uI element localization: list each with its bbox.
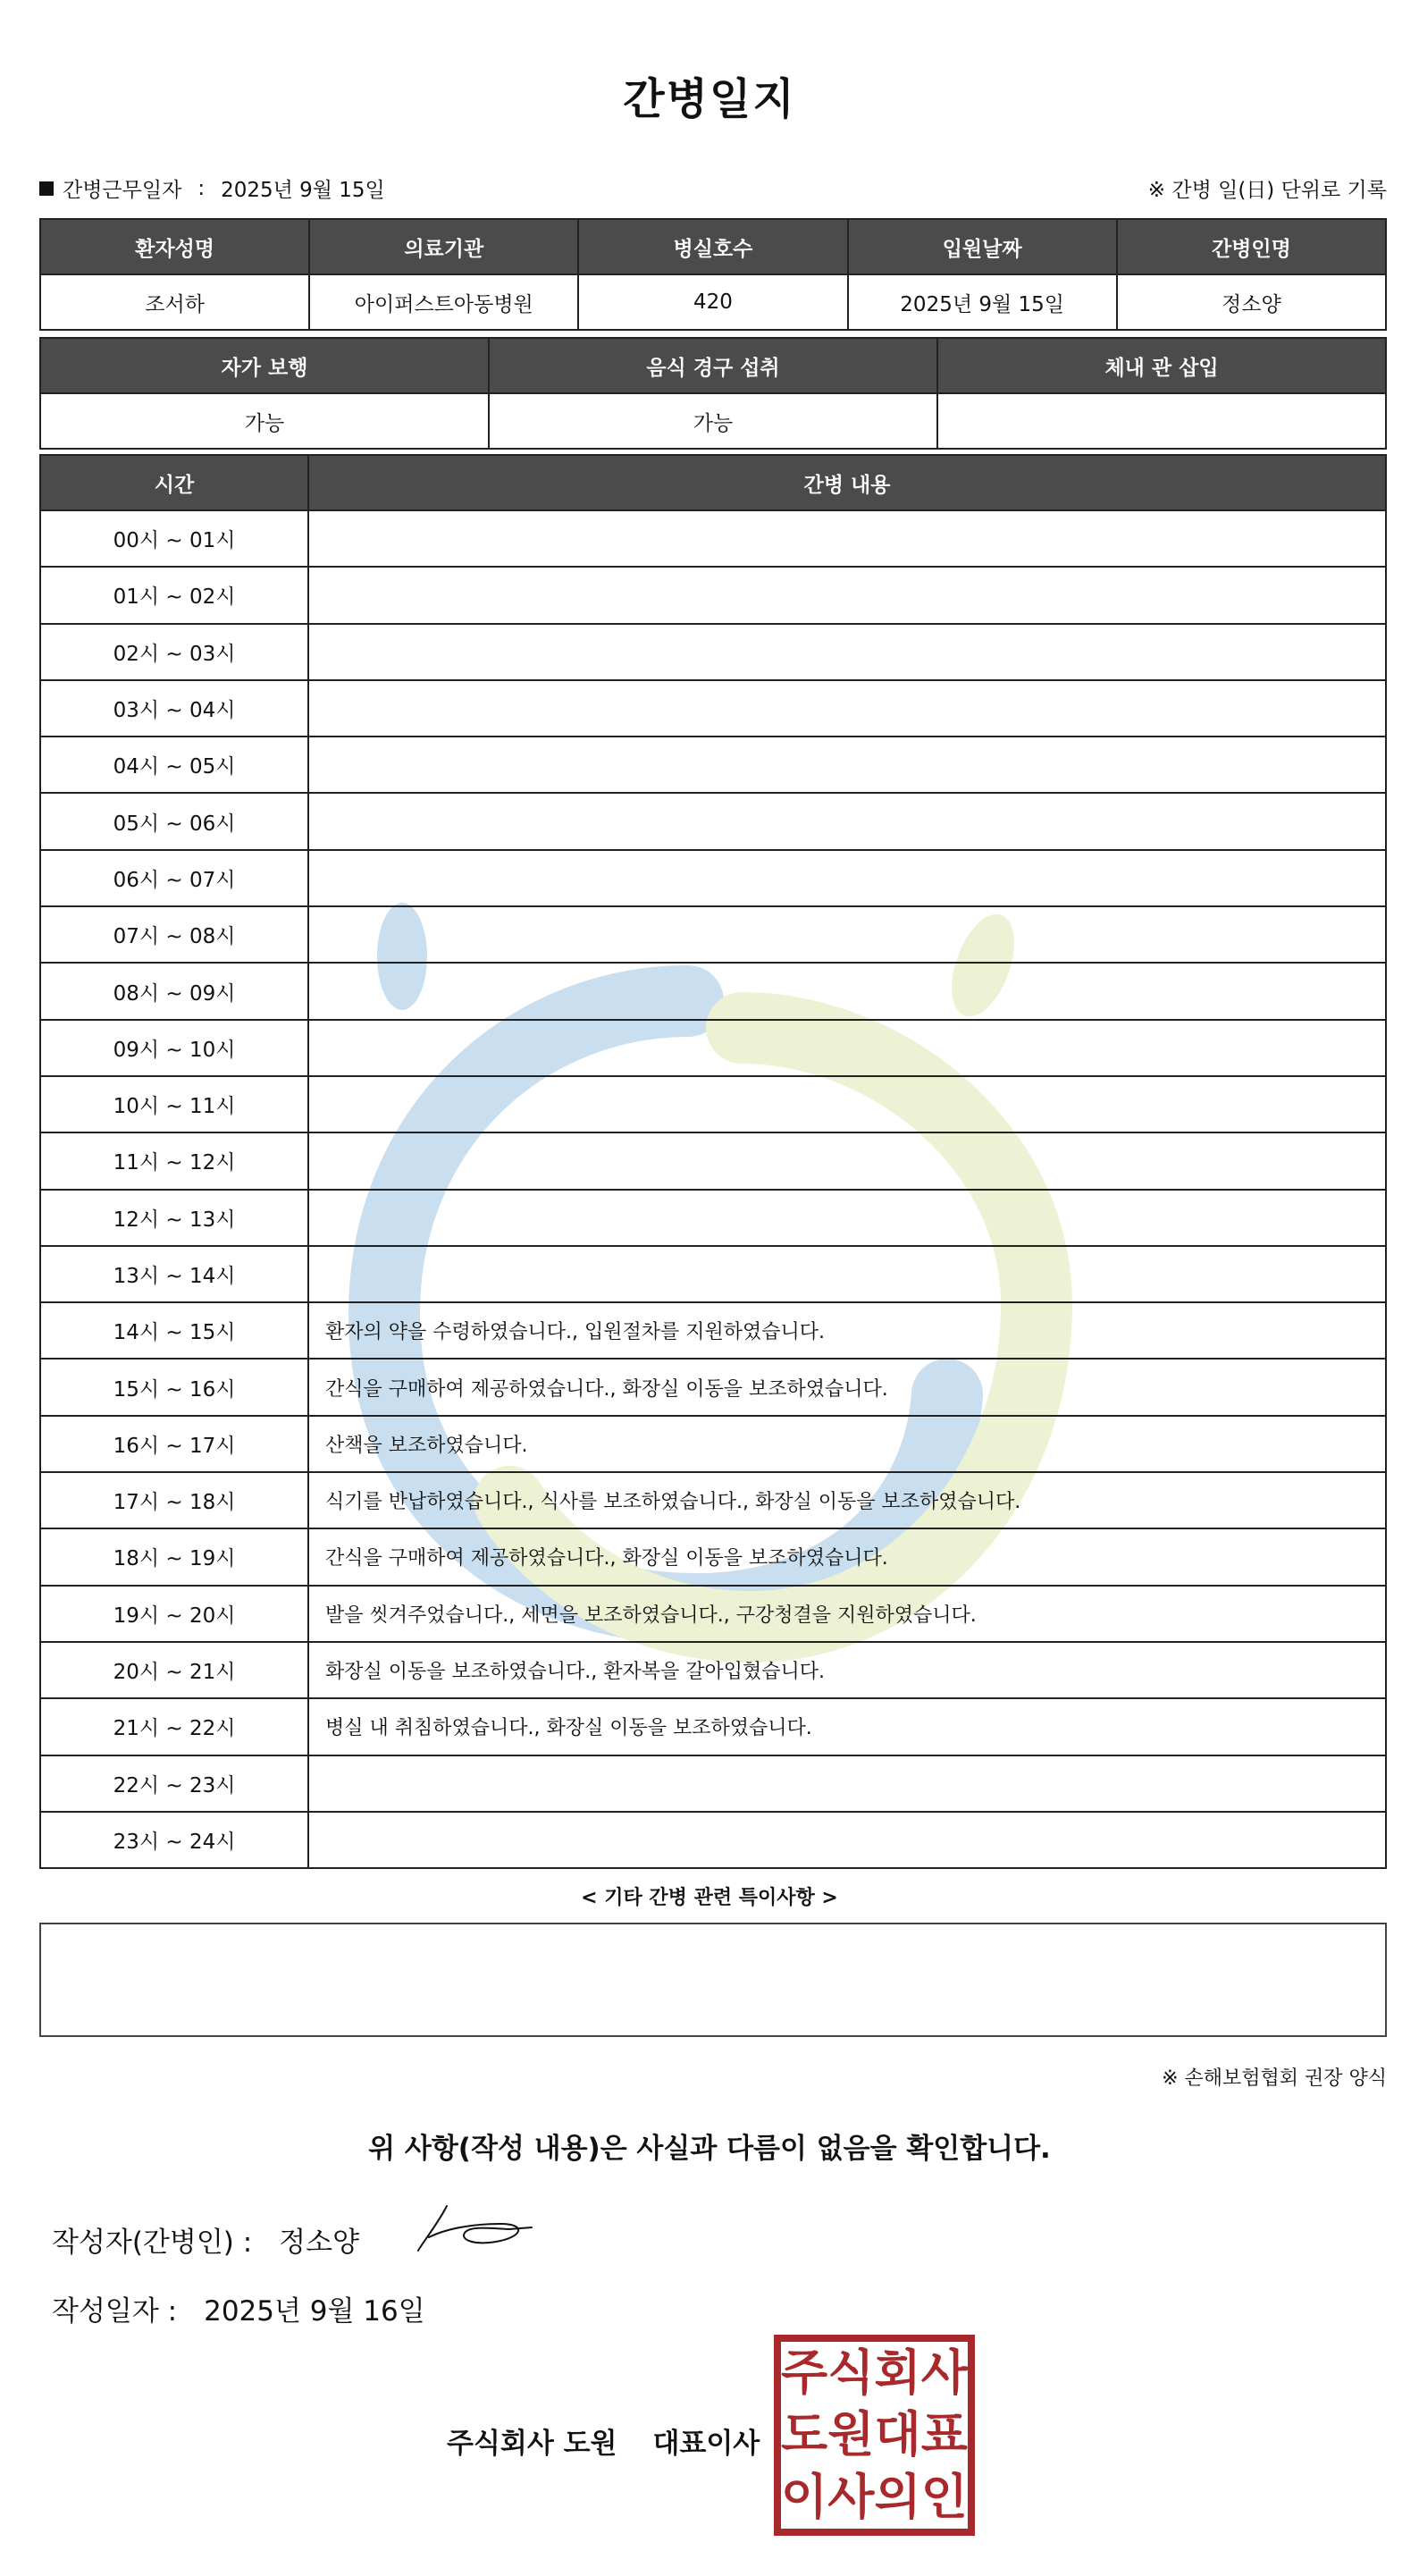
- log-time: 06시 ~ 07시: [40, 850, 308, 906]
- log-content: [308, 963, 1386, 1019]
- log-time: 00시 ~ 01시: [40, 510, 308, 567]
- log-time: 14시 ~ 15시: [40, 1302, 308, 1359]
- handwritten-signature: [411, 2197, 536, 2260]
- log-time: 13시 ~ 14시: [40, 1246, 308, 1302]
- log-time: 07시 ~ 08시: [40, 906, 308, 963]
- table-row: [40, 1020, 1386, 1076]
- table-row: [40, 1302, 1386, 1359]
- table-row: [40, 963, 1386, 1019]
- meta-row: [39, 173, 1387, 206]
- log-time: 21시 ~ 22시: [40, 1698, 308, 1755]
- header-hospital: 의료기관: [309, 219, 578, 274]
- log-content: [308, 1132, 1386, 1189]
- log-time: 08시 ~ 09시: [40, 963, 308, 1019]
- table-row: [40, 274, 1386, 330]
- log-content: [308, 680, 1386, 737]
- table-row: [40, 680, 1386, 737]
- room-number: 420: [578, 274, 847, 330]
- log-content: [308, 850, 1386, 906]
- log-time: 02시 ~ 03시: [40, 624, 308, 680]
- seal-character: 주: [781, 2344, 828, 2401]
- log-time: 20시 ~ 21시: [40, 1642, 308, 1698]
- company-name: 주식회사 도원: [447, 2428, 617, 2460]
- patient-name: 조서하: [40, 274, 309, 330]
- log-time: 17시 ~ 18시: [40, 1472, 308, 1528]
- self-walking-value: 가능: [40, 393, 489, 449]
- company-seal-stamp: [774, 2335, 975, 2536]
- log-content: 환자의 약을 수령하였습니다., 입원절차를 지원하였습니다.: [308, 1302, 1386, 1359]
- table-row: [40, 1642, 1386, 1698]
- table-row: [40, 567, 1386, 623]
- log-content: [308, 567, 1386, 623]
- table-row: [40, 510, 1386, 567]
- table-row: [40, 737, 1386, 793]
- patient-status-table: [39, 337, 1387, 450]
- recommendation-note: ※ 손해보험협회 권장 양식: [1162, 2067, 1387, 2090]
- seal-character: 원: [827, 2406, 875, 2463]
- table-header-row: [40, 219, 1386, 274]
- log-content: [308, 737, 1386, 793]
- log-time: 10시 ~ 11시: [40, 1076, 308, 1132]
- log-time: 11시 ~ 12시: [40, 1132, 308, 1189]
- table-row: [40, 850, 1386, 906]
- log-content: [308, 510, 1386, 567]
- header-room: 병실호수: [578, 219, 847, 274]
- log-content: [308, 1190, 1386, 1246]
- written-date-label: 작성일자 :: [52, 2295, 178, 2328]
- work-date: [39, 173, 385, 203]
- log-time: 22시 ~ 23시: [40, 1755, 308, 1812]
- header-time: 시간: [40, 455, 308, 510]
- writer-label: 작성자(간병인) :: [52, 2227, 253, 2259]
- log-time: 18시 ~ 19시: [40, 1528, 308, 1585]
- log-content: [308, 1812, 1386, 1868]
- table-row: [40, 1076, 1386, 1132]
- log-content: [308, 906, 1386, 963]
- table-row: [40, 1755, 1386, 1812]
- confirmation-statement: 위 사항(작성 내용)은 사실과 다름이 없음을 확인합니다.: [368, 2133, 1051, 2165]
- table-row: [40, 1698, 1386, 1755]
- log-content: 화장실 이동을 보조하였습니다., 환자복을 갈아입혔습니다.: [308, 1642, 1386, 1698]
- log-content: 간식을 구매하여 제공하였습니다., 화장실 이동을 보조하였습니다.: [308, 1359, 1386, 1415]
- seal-character: 사: [920, 2344, 968, 2401]
- seal-character: 회: [874, 2344, 921, 2401]
- table-row: [40, 1812, 1386, 1868]
- log-content: 병실 내 취침하였습니다., 화장실 이동을 보조하였습니다.: [308, 1698, 1386, 1755]
- table-row: [40, 1246, 1386, 1302]
- table-row: [40, 1586, 1386, 1642]
- table-row: [40, 1359, 1386, 1415]
- work-date-separator: :: [197, 176, 206, 200]
- care-log-body: [40, 510, 1386, 1868]
- seal-character: 도: [781, 2406, 828, 2463]
- log-time: 19시 ~ 20시: [40, 1586, 308, 1642]
- seal-character: 이: [781, 2469, 828, 2526]
- log-content: [308, 1246, 1386, 1302]
- log-content: [308, 1020, 1386, 1076]
- log-time: 03시 ~ 04시: [40, 680, 308, 737]
- log-time: 09시 ~ 10시: [40, 1020, 308, 1076]
- seal-character: 사: [827, 2469, 875, 2526]
- log-time: 05시 ~ 06시: [40, 793, 308, 849]
- oral-intake-value: 가능: [489, 393, 937, 449]
- header-tube-insertion: 체내 관 삽입: [937, 338, 1386, 393]
- log-content: 발을 씻겨주었습니다., 세면을 보조하였습니다., 구강청결을 지원하였습니다.: [308, 1586, 1386, 1642]
- log-time: 01시 ~ 02시: [40, 567, 308, 623]
- company-line: [447, 2420, 760, 2461]
- log-content: 간식을 구매하여 제공하였습니다., 화장실 이동을 보조하였습니다.: [308, 1528, 1386, 1585]
- table-row: [40, 1472, 1386, 1528]
- log-content: [308, 1076, 1386, 1132]
- table-row: [40, 793, 1386, 849]
- other-notes-box: [39, 1923, 1387, 2037]
- written-date-value: 2025년 9월 16일: [204, 2295, 425, 2328]
- seal-character: 식: [827, 2344, 875, 2401]
- log-content: [308, 793, 1386, 849]
- seal-character: 의: [874, 2469, 921, 2526]
- table-row: [40, 1190, 1386, 1246]
- log-time: 04시 ~ 05시: [40, 737, 308, 793]
- tube-insertion-value: [937, 393, 1386, 449]
- header-admission-date: 입원날짜: [848, 219, 1117, 274]
- log-content: 산책을 보조하였습니다.: [308, 1416, 1386, 1472]
- header-caregiver: 간병인명: [1117, 219, 1386, 274]
- log-time: 16시 ~ 17시: [40, 1416, 308, 1472]
- table-row: [40, 393, 1386, 449]
- care-log-table: [39, 454, 1387, 1869]
- seal-character: 대: [874, 2406, 921, 2463]
- page-title: 간병일지: [623, 74, 796, 124]
- log-content: [308, 624, 1386, 680]
- writer-line: [52, 2219, 359, 2260]
- table-header-row: [40, 338, 1386, 393]
- caregiver-name: 정소양: [1117, 274, 1386, 330]
- log-time: 12시 ~ 13시: [40, 1190, 308, 1246]
- bullet-square-icon: [39, 181, 54, 196]
- writer-name: 정소양: [279, 2227, 360, 2259]
- log-time: 15시 ~ 16시: [40, 1359, 308, 1415]
- patient-info-table: [39, 218, 1387, 331]
- seal-character: 표: [920, 2406, 968, 2463]
- written-date-line: [52, 2288, 425, 2328]
- table-row: [40, 1132, 1386, 1189]
- hospital-name: 아이퍼스트아동병원: [309, 274, 578, 330]
- admission-date: 2025년 9월 15일: [848, 274, 1117, 330]
- header-care-content: 간병 내용: [308, 455, 1386, 510]
- table-header-row: [40, 455, 1386, 510]
- unit-note: ※ 간병 일(日) 단위로 기록: [1147, 179, 1387, 202]
- seal-character: 인: [920, 2469, 968, 2526]
- header-oral-intake: 음식 경구 섭취: [489, 338, 937, 393]
- work-date-value: 2025년 9월 15일: [221, 179, 385, 202]
- log-content: [308, 1755, 1386, 1812]
- table-row: [40, 1416, 1386, 1472]
- header-patient-name: 환자성명: [40, 219, 309, 274]
- table-row: [40, 1528, 1386, 1585]
- table-row: [40, 624, 1386, 680]
- representative-title: 대표이사: [652, 2428, 760, 2460]
- table-row: [40, 906, 1386, 963]
- work-date-label: 간병근무일자: [63, 179, 182, 202]
- log-time: 23시 ~ 24시: [40, 1812, 308, 1868]
- header-self-walking: 자가 보행: [40, 338, 489, 393]
- log-content: 식기를 반납하였습니다., 식사를 보조하였습니다., 화장실 이동을 보조하였습니다.: [308, 1472, 1386, 1528]
- other-notes-title: < 기타 간병 관련 특이사항 >: [581, 1887, 838, 1909]
